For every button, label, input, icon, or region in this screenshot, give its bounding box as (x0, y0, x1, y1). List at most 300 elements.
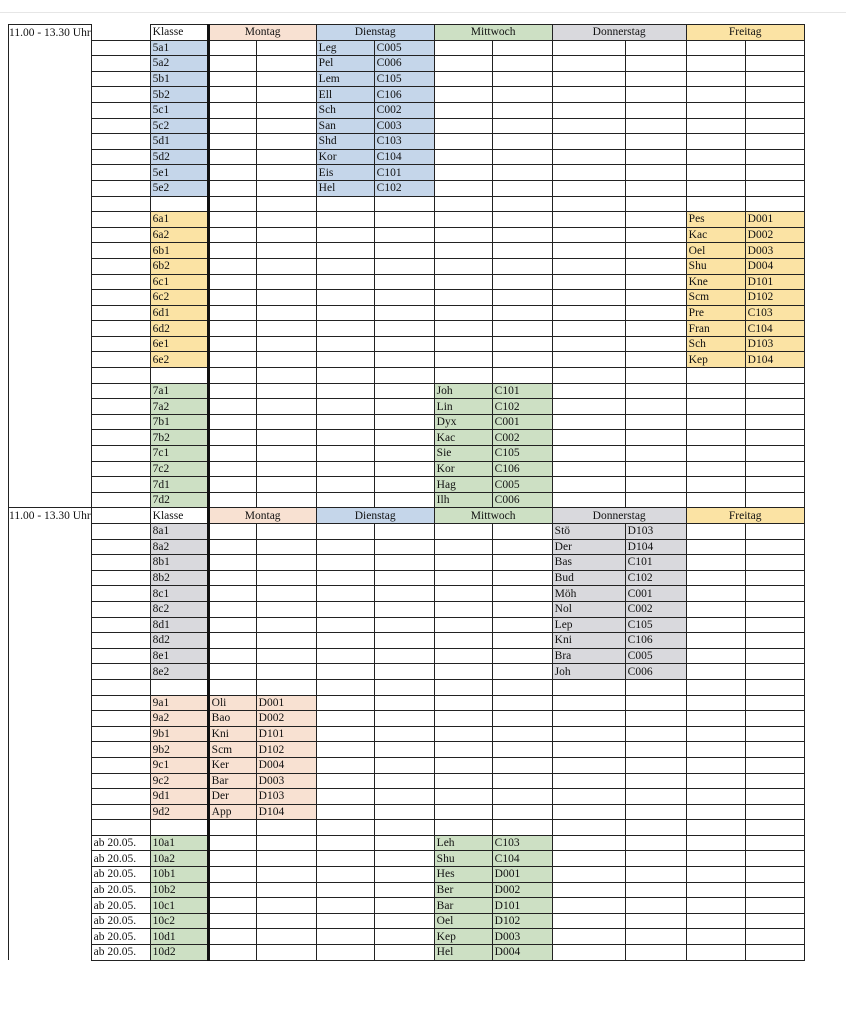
teacher-cell: Kac (686, 227, 745, 243)
class-cell: 5c1 (150, 102, 208, 118)
blank-cell (552, 820, 625, 836)
room-cell (256, 446, 316, 462)
teacher-cell (316, 882, 374, 898)
teacher-cell (434, 617, 492, 633)
room-cell (374, 929, 434, 945)
teacher-cell (686, 742, 745, 758)
teacher-cell (686, 446, 745, 462)
teacher-cell: Shu (686, 258, 745, 274)
room-cell (745, 87, 804, 103)
room-cell (745, 789, 804, 805)
teacher-cell (434, 149, 492, 165)
teacher-cell (208, 913, 256, 929)
table-row (9, 945, 805, 961)
note-cell (91, 227, 150, 243)
time-column-cell (9, 804, 92, 820)
teacher-cell (686, 539, 745, 555)
table-row (9, 243, 805, 259)
teacher-cell: Shu (434, 851, 492, 867)
teacher-cell (686, 477, 745, 493)
class-cell: 8e2 (150, 664, 208, 680)
room-cell (374, 804, 434, 820)
teacher-cell (434, 726, 492, 742)
note-cell (91, 134, 150, 150)
teacher-cell (552, 305, 625, 321)
teacher-cell (686, 648, 745, 664)
teacher-cell (316, 633, 374, 649)
teacher-cell (552, 227, 625, 243)
room-cell (625, 835, 686, 851)
time-column-cell (9, 446, 92, 462)
teacher-cell: Kni (208, 726, 256, 742)
blank-cell (150, 196, 208, 212)
teacher-cell (686, 711, 745, 727)
room-cell (745, 664, 804, 680)
note-cell (91, 601, 150, 617)
teacher-cell (686, 726, 745, 742)
note-cell: ab 20.05. (91, 882, 150, 898)
teacher-cell (552, 882, 625, 898)
blank-cell (150, 820, 208, 836)
room-cell (625, 773, 686, 789)
table-row (9, 664, 805, 680)
teacher-cell (208, 56, 256, 72)
teacher-cell (208, 461, 256, 477)
room-cell (256, 477, 316, 493)
room-cell (492, 524, 552, 540)
room-cell (745, 804, 804, 820)
room-cell (256, 648, 316, 664)
teacher-cell (316, 945, 374, 961)
room-cell (745, 633, 804, 649)
room-cell (625, 118, 686, 134)
room-cell (256, 664, 316, 680)
header-row (9, 25, 805, 41)
note-cell: ab 20.05. (91, 835, 150, 851)
teacher-cell (208, 664, 256, 680)
table-row (9, 835, 805, 851)
room-cell (492, 617, 552, 633)
blank-cell (91, 25, 150, 41)
klasse-header: Klasse (150, 25, 208, 41)
blank-cell (492, 196, 552, 212)
class-cell: 8d1 (150, 617, 208, 633)
room-cell (745, 56, 804, 72)
room-cell: D103 (256, 789, 316, 805)
teacher-cell (316, 601, 374, 617)
teacher-cell (316, 212, 374, 228)
room-cell (374, 492, 434, 508)
teacher-cell (316, 695, 374, 711)
teacher-cell (552, 40, 625, 56)
room-cell: D003 (492, 929, 552, 945)
room-cell (374, 945, 434, 961)
teacher-cell (686, 102, 745, 118)
room-cell (492, 648, 552, 664)
teacher-cell (208, 446, 256, 462)
note-cell (91, 274, 150, 290)
room-cell (625, 430, 686, 446)
teacher-cell: Hel (316, 180, 374, 196)
room-cell (745, 757, 804, 773)
room-cell (374, 633, 434, 649)
teacher-cell (686, 570, 745, 586)
header-row (9, 508, 805, 524)
teacher-cell: Nol (552, 601, 625, 617)
teacher-cell (686, 757, 745, 773)
room-cell (256, 227, 316, 243)
blank-cell (91, 196, 150, 212)
teacher-cell (316, 383, 374, 399)
room-cell (492, 757, 552, 773)
room-cell (256, 336, 316, 352)
teacher-cell (686, 945, 745, 961)
note-cell (91, 726, 150, 742)
teacher-cell (552, 695, 625, 711)
teacher-cell (316, 227, 374, 243)
blank-cell (9, 196, 92, 212)
table-row (9, 383, 805, 399)
room-cell (492, 212, 552, 228)
room-cell (625, 399, 686, 415)
teacher-cell (316, 539, 374, 555)
teacher-cell (686, 601, 745, 617)
table-row (9, 695, 805, 711)
class-cell: 7d1 (150, 477, 208, 493)
teacher-cell (686, 898, 745, 914)
room-cell (625, 913, 686, 929)
class-cell: 10c2 (150, 913, 208, 929)
teacher-cell (434, 601, 492, 617)
teacher-cell (552, 212, 625, 228)
room-cell: D002 (492, 882, 552, 898)
room-cell: C104 (374, 149, 434, 165)
room-cell (625, 56, 686, 72)
teacher-cell (208, 274, 256, 290)
time-column-cell (9, 742, 92, 758)
day-header-freitag: Freitag (686, 25, 804, 41)
teacher-cell (434, 524, 492, 540)
room-cell: D103 (745, 336, 804, 352)
note-cell (91, 212, 150, 228)
class-cell: 7a2 (150, 399, 208, 415)
teacher-cell (686, 40, 745, 56)
room-cell (745, 180, 804, 196)
table-row (9, 929, 805, 945)
time-column-cell (9, 867, 92, 883)
teacher-cell (552, 118, 625, 134)
teacher-cell: Bar (434, 898, 492, 914)
class-cell: 10b2 (150, 882, 208, 898)
table-row (9, 633, 805, 649)
room-cell (256, 134, 316, 150)
room-cell (625, 352, 686, 368)
time-column-cell (9, 274, 92, 290)
note-cell: ab 20.05. (91, 851, 150, 867)
room-cell (745, 102, 804, 118)
room-cell: C106 (492, 461, 552, 477)
teacher-cell (316, 898, 374, 914)
table-row (9, 305, 805, 321)
room-cell (745, 742, 804, 758)
teacher-cell (208, 134, 256, 150)
table-row (9, 539, 805, 555)
table-row (9, 867, 805, 883)
room-cell (256, 87, 316, 103)
teacher-cell (316, 430, 374, 446)
room-cell (745, 446, 804, 462)
room-cell (256, 56, 316, 72)
day-header-donnerstag: Donnerstag (552, 508, 686, 524)
day-header-donnerstag: Donnerstag (552, 25, 686, 41)
room-cell (256, 586, 316, 602)
room-cell (625, 726, 686, 742)
room-cell (374, 321, 434, 337)
teacher-cell (434, 742, 492, 758)
room-cell (745, 383, 804, 399)
teacher-cell (552, 87, 625, 103)
teacher-cell (686, 789, 745, 805)
room-cell (625, 321, 686, 337)
room-cell (374, 555, 434, 571)
table-row (9, 757, 805, 773)
teacher-cell (434, 555, 492, 571)
teacher-cell: Bas (552, 555, 625, 571)
note-cell (91, 446, 150, 462)
room-cell (745, 430, 804, 446)
room-cell (492, 539, 552, 555)
room-cell (492, 305, 552, 321)
teacher-cell (552, 742, 625, 758)
room-cell (625, 212, 686, 228)
room-cell (492, 149, 552, 165)
room-cell (625, 274, 686, 290)
teacher-cell (434, 243, 492, 259)
teacher-cell (434, 695, 492, 711)
time-column-cell (9, 539, 92, 555)
room-cell (492, 134, 552, 150)
room-cell (374, 664, 434, 680)
table-row (9, 851, 805, 867)
class-cell: 6d2 (150, 321, 208, 337)
teacher-cell: Kor (316, 149, 374, 165)
room-cell (745, 492, 804, 508)
class-cell: 6b2 (150, 258, 208, 274)
teacher-cell (208, 492, 256, 508)
room-cell (492, 258, 552, 274)
time-column-cell (9, 258, 92, 274)
class-cell: 9c2 (150, 773, 208, 789)
table-row (9, 586, 805, 602)
teacher-cell (552, 789, 625, 805)
class-cell: 7b1 (150, 414, 208, 430)
teacher-cell (316, 555, 374, 571)
class-cell: 6c1 (150, 274, 208, 290)
class-cell: 9c1 (150, 757, 208, 773)
room-cell: D101 (256, 726, 316, 742)
room-cell: D004 (256, 757, 316, 773)
note-cell: ab 20.05. (91, 945, 150, 961)
teacher-cell: Oel (686, 243, 745, 259)
day-header-dienstag: Dienstag (316, 25, 434, 41)
teacher-cell (552, 945, 625, 961)
teacher-cell (434, 165, 492, 181)
room-cell (256, 913, 316, 929)
teacher-cell (552, 898, 625, 914)
time-column-cell (9, 835, 92, 851)
teacher-cell (208, 165, 256, 181)
note-cell (91, 555, 150, 571)
room-cell (625, 40, 686, 56)
class-cell: 10c1 (150, 898, 208, 914)
teacher-cell (686, 149, 745, 165)
class-cell: 10a2 (150, 851, 208, 867)
table-row (9, 726, 805, 742)
table-row (9, 134, 805, 150)
room-cell (256, 601, 316, 617)
table-row (9, 227, 805, 243)
blank-cell (91, 508, 150, 524)
top-divider (0, 12, 846, 13)
room-cell (256, 835, 316, 851)
room-cell (625, 742, 686, 758)
teacher-cell (552, 134, 625, 150)
day-header-dienstag: Dienstag (316, 508, 434, 524)
time-column-cell (9, 898, 92, 914)
room-cell (745, 648, 804, 664)
class-cell: 9a2 (150, 711, 208, 727)
room-cell (492, 102, 552, 118)
room-cell: C106 (625, 633, 686, 649)
time-column-cell (9, 555, 92, 571)
room-cell (625, 477, 686, 493)
teacher-cell (686, 165, 745, 181)
teacher-cell (316, 726, 374, 742)
room-cell: D001 (256, 695, 316, 711)
blank-cell (208, 368, 256, 384)
time-column-cell (9, 461, 92, 477)
teacher-cell: Eis (316, 165, 374, 181)
room-cell (256, 180, 316, 196)
room-cell (492, 555, 552, 571)
teacher-cell (208, 929, 256, 945)
blank-cell (686, 368, 745, 384)
blank-cell (552, 196, 625, 212)
teacher-cell (686, 492, 745, 508)
blank-cell (492, 679, 552, 695)
room-cell (492, 56, 552, 72)
note-cell (91, 617, 150, 633)
teacher-cell (208, 149, 256, 165)
teacher-cell (686, 134, 745, 150)
room-cell: D103 (625, 524, 686, 540)
time-column-cell (9, 913, 92, 929)
class-cell: 5b2 (150, 87, 208, 103)
room-cell (256, 352, 316, 368)
room-cell (256, 102, 316, 118)
note-cell (91, 742, 150, 758)
teacher-cell: Oli (208, 695, 256, 711)
teacher-cell (552, 726, 625, 742)
blank-cell (374, 679, 434, 695)
blank-cell (256, 196, 316, 212)
room-cell (374, 742, 434, 758)
class-cell: 10b1 (150, 867, 208, 883)
room-cell (745, 913, 804, 929)
teacher-cell (316, 773, 374, 789)
table-row (9, 102, 805, 118)
room-cell (256, 383, 316, 399)
class-cell: 8d2 (150, 633, 208, 649)
room-cell: C105 (492, 446, 552, 462)
teacher-cell: Dyx (434, 414, 492, 430)
time-column-cell (9, 570, 92, 586)
room-cell: D001 (492, 867, 552, 883)
class-cell: 10a1 (150, 835, 208, 851)
room-cell (256, 555, 316, 571)
teacher-cell (434, 180, 492, 196)
blank-cell (434, 368, 492, 384)
teacher-cell (686, 414, 745, 430)
room-cell (492, 290, 552, 306)
class-cell: 5d2 (150, 149, 208, 165)
time-column-cell (9, 773, 92, 789)
blank-cell (686, 820, 745, 836)
table-row (9, 336, 805, 352)
blank-cell (9, 820, 92, 836)
teacher-cell (686, 555, 745, 571)
room-cell (625, 446, 686, 462)
teacher-cell (552, 773, 625, 789)
room-cell (625, 898, 686, 914)
blank-cell (745, 820, 804, 836)
teacher-cell: Ell (316, 87, 374, 103)
room-cell (492, 118, 552, 134)
teacher-cell (552, 258, 625, 274)
room-cell (745, 835, 804, 851)
teacher-cell: Hag (434, 477, 492, 493)
time-column-cell (9, 851, 92, 867)
teacher-cell (208, 477, 256, 493)
room-cell: C006 (625, 664, 686, 680)
room-cell: C102 (374, 180, 434, 196)
time-column-cell (9, 945, 92, 961)
time-column-cell (9, 165, 92, 181)
room-cell: C005 (492, 477, 552, 493)
note-cell (91, 539, 150, 555)
note-cell: ab 20.05. (91, 929, 150, 945)
time-column-cell (9, 102, 92, 118)
blank-cell (745, 679, 804, 695)
blank-cell (256, 679, 316, 695)
teacher-cell (316, 570, 374, 586)
class-cell: 5a2 (150, 56, 208, 72)
teacher-cell (316, 851, 374, 867)
class-cell: 8c1 (150, 586, 208, 602)
room-cell (625, 258, 686, 274)
note-cell (91, 383, 150, 399)
room-cell: C105 (625, 617, 686, 633)
room-cell: C101 (374, 165, 434, 181)
time-column-cell (9, 789, 92, 805)
teacher-cell: Bra (552, 648, 625, 664)
teacher-cell: Stö (552, 524, 625, 540)
teacher-cell (686, 804, 745, 820)
teacher-cell (316, 929, 374, 945)
teacher-cell: Sch (686, 336, 745, 352)
blank-cell (9, 368, 92, 384)
teacher-cell: Lin (434, 399, 492, 415)
